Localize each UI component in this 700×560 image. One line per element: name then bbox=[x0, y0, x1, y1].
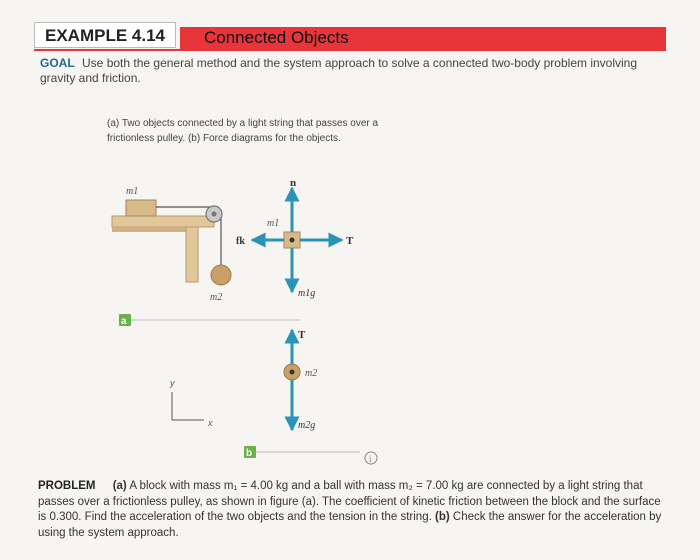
problem-part-b: (b) bbox=[435, 511, 450, 523]
fbd-m1 bbox=[236, 177, 354, 299]
figure-caption: (a) Two objects connected by a light string that passes over a frictionless pulley. (b) Force diagrams for the objects. bbox=[107, 118, 379, 144]
problem-text-b: Check the answer for the acceleration by using the system approach. bbox=[38, 511, 662, 539]
info-icon-glyph: i bbox=[369, 454, 372, 464]
weight-m1-label: m1g bbox=[298, 288, 316, 299]
y-axis-label: y bbox=[170, 378, 175, 388]
goal-text: Use both the general method and the system approach to solve a connected two-body problem involving gravity and friction. bbox=[40, 56, 638, 85]
normal-label: n bbox=[290, 177, 297, 189]
table-edge bbox=[112, 227, 190, 232]
table-leg bbox=[186, 227, 198, 282]
example-number: EXAMPLE 4.14 bbox=[34, 22, 176, 48]
tension-label-m2: T bbox=[298, 329, 306, 341]
weight-m2-label: m2g bbox=[298, 420, 316, 431]
figure-a-label: a bbox=[121, 316, 127, 327]
figure-a bbox=[112, 186, 300, 327]
tension-label-m1: T bbox=[346, 235, 354, 247]
m1-label-b: m1 bbox=[267, 218, 280, 229]
coordinate-axes bbox=[169, 378, 213, 428]
block-m1 bbox=[126, 200, 156, 216]
problem-paragraph bbox=[38, 479, 668, 541]
x-axis-label: x bbox=[208, 418, 213, 428]
fbd-m2-center bbox=[290, 370, 295, 375]
figure-b-label: b bbox=[246, 448, 253, 459]
friction-label: fk bbox=[236, 236, 245, 247]
goal-label: GOAL bbox=[40, 56, 75, 70]
m2-label-b: m2 bbox=[305, 368, 318, 379]
m1-label-a: m1 bbox=[126, 186, 139, 197]
ball-m2 bbox=[211, 265, 231, 285]
m2-label-a: m2 bbox=[210, 292, 223, 303]
pulley-axle bbox=[212, 212, 217, 217]
problem-label: PROBLEM bbox=[38, 480, 96, 492]
fbd-m2 bbox=[284, 329, 317, 431]
problem-text-a: A block with mass m₁ = 4.00 kg and a ball with mass m₂ = 7.00 kg are connected by a light string that passes over a frictionless pulley, as shown in figure (a). The coefficient of kinetic friction between the block and the surface is 0.300. Find the acceleration of the two objects and the tension in the string. bbox=[38, 480, 661, 523]
example-title: Connected Objects bbox=[180, 27, 666, 49]
problem-part-a: (a) bbox=[112, 480, 127, 492]
table-top bbox=[112, 216, 214, 227]
fbd-m1-center bbox=[290, 238, 295, 243]
